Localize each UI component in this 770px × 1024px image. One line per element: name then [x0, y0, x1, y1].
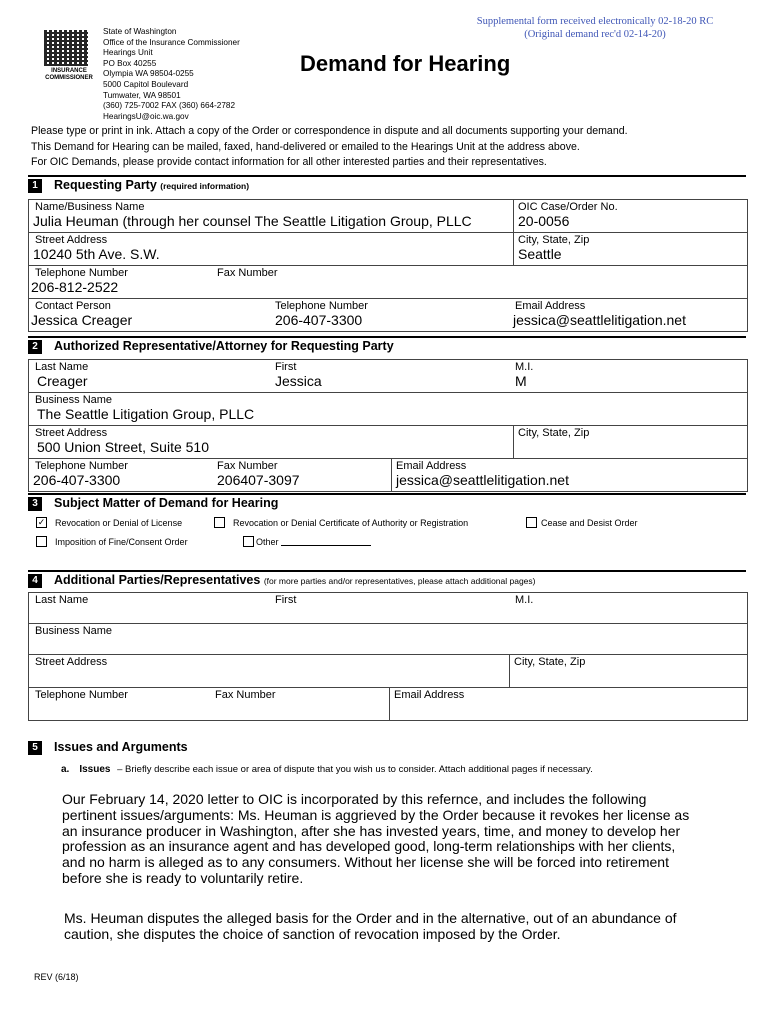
party-last-name-field[interactable]	[29, 593, 269, 623]
section-note: (required information)	[160, 181, 250, 191]
item-text: – Briefly describe each issue or area of dispute that you wish us to consider. Attach additional pages if necessary.	[117, 764, 593, 775]
field-label: Telephone Number	[35, 460, 128, 472]
received-stamp	[462, 15, 728, 41]
option-other[interactable]	[243, 536, 371, 547]
section-title: Subject Matter of Demand for Hearing	[54, 496, 279, 510]
logo-emblem-icon	[44, 30, 88, 66]
section-2-header	[28, 336, 746, 355]
party-city-field[interactable]	[509, 655, 747, 687]
option-label: Other	[256, 536, 279, 547]
field-value: jessica@seattlelitigation.net	[513, 312, 686, 328]
section-number: 5	[28, 741, 42, 755]
instruction-line: This Demand for Hearing can be mailed, faxed, hand-delivered or emailed to the Hearings Unit at the address above.	[31, 140, 580, 153]
oic-logo	[44, 30, 94, 88]
section-3-header	[28, 493, 746, 512]
field-value: Seattle	[518, 246, 562, 262]
field-label: Last Name	[35, 361, 89, 373]
agency-line: Hearings Unit	[103, 48, 153, 58]
other-blank-line[interactable]	[281, 537, 371, 546]
item-letter: a.	[61, 764, 70, 775]
field-label: Telephone Number	[275, 300, 368, 312]
option-label: Revocation or Denial of License	[55, 517, 183, 528]
field-label: First	[275, 594, 297, 606]
option-fine-consent[interactable]	[36, 536, 188, 547]
section-title-text: Requesting Party	[54, 178, 157, 192]
instruction-line: For OIC Demands, please provide contact information for all other interested parties and their representatives.	[31, 156, 547, 169]
field-label: Email Address	[396, 460, 467, 472]
option-certificate-revocation[interactable]	[214, 517, 468, 528]
field-label: M.I.	[515, 594, 534, 606]
section-number: 1	[28, 179, 42, 193]
field-value: 206-407-3300	[275, 312, 363, 328]
contact-phone-field[interactable]	[275, 299, 505, 331]
field-value: 10240 5th Ave. S.W.	[33, 246, 160, 262]
option-cease-desist[interactable]	[526, 517, 638, 528]
field-label: Business Name	[35, 394, 113, 406]
field-label: City, State, Zip	[518, 427, 590, 439]
field-label: City, State, Zip	[514, 656, 586, 668]
representative-form	[28, 359, 748, 492]
checkbox-icon[interactable]	[36, 536, 47, 547]
name-field[interactable]	[29, 200, 513, 232]
issues-paragraph-1[interactable]: Our February 14, 2020 letter to OIC is incorporated by this refernce, and includes the following pertinent issues/arguments: Ms. Heuman is aggrieved by the Order because it revokes her license as an insurance producer in Washington, after she has invested years, time, and money to develop her profession as an insurance agent and has developed good, long-term relationships with her clients, and no harm is alleged as to any consumers. Without her license she will be forced into retirement before she is ready to voluntarily retire.	[62, 791, 690, 886]
field-label: Contact Person	[35, 300, 111, 312]
logo-text: INSURANCE COMMISSIONER	[45, 68, 93, 81]
field-value: 206-812-2522	[31, 279, 119, 295]
stamp-line: Supplemental form received electronically 02-18-20 RC	[476, 16, 714, 27]
field-value: Creager	[37, 373, 88, 389]
section-number: 4	[28, 574, 42, 588]
party-business-field[interactable]	[29, 624, 747, 654]
agency-line: (360) 725-7002 FAX (360) 664-2782	[103, 101, 235, 111]
email-field[interactable]	[515, 299, 747, 331]
field-value: 500 Union Street, Suite 510	[37, 439, 210, 455]
field-value: Jessica	[275, 373, 322, 389]
field-value: Julia Heuman (through her counsel The Seattle Litigation Group, PLLC	[33, 213, 472, 229]
instruction-line: Please type or print in ink. Attach a copy of the Order or correspondence in dispute and all documents supporting your demand.	[31, 125, 628, 137]
option-label: Imposition of Fine/Consent Order	[55, 536, 188, 547]
agency-line: PO Box 40255	[103, 58, 157, 68]
agency-line: 5000 Capitol Boulevard	[103, 79, 189, 89]
field-label: First	[275, 361, 297, 373]
agency-line: Tumwater, WA 98501	[103, 90, 181, 100]
field-label: Name/Business Name	[35, 201, 145, 213]
agency-address	[103, 27, 240, 122]
field-value: 206-407-3300	[33, 472, 121, 488]
rep-city-field[interactable]	[513, 426, 747, 458]
field-value: jessica@seattlelitigation.net	[396, 472, 569, 488]
field-label: Telephone Number	[35, 267, 128, 279]
section-number: 2	[28, 340, 42, 354]
field-label: Fax Number	[217, 460, 278, 472]
section-title: Authorized Representative/Attorney for Requesting Party	[54, 339, 394, 353]
section-number: 3	[28, 497, 42, 511]
option-label: Cease and Desist Order	[541, 517, 638, 528]
party-street-field[interactable]	[29, 655, 509, 687]
checkbox-icon[interactable]	[214, 517, 225, 528]
rep-email-field[interactable]	[391, 459, 747, 491]
checkbox-icon[interactable]	[526, 517, 537, 528]
phone-field[interactable]	[29, 266, 209, 298]
field-label: Street Address	[35, 427, 108, 439]
field-label: Fax Number	[215, 689, 276, 701]
field-label: Email Address	[394, 689, 465, 701]
field-label: Street Address	[35, 656, 108, 668]
field-label: Telephone Number	[35, 689, 128, 701]
city-field[interactable]	[513, 233, 747, 265]
field-value: The Seattle Litigation Group, PLLC	[37, 406, 255, 422]
street-field[interactable]	[29, 233, 513, 265]
section-title-text: Additional Parties/Representatives	[54, 573, 261, 587]
stamp-line: (Original demand rec'd 02-14-20)	[524, 29, 666, 40]
rep-last-name-field[interactable]	[29, 360, 269, 392]
page-title: Demand for Hearing	[300, 51, 511, 76]
party-mi-field[interactable]	[515, 593, 747, 623]
field-value: 20-0056	[518, 213, 570, 229]
agency-line: HearingsU@oic.wa.gov	[103, 111, 189, 121]
checkbox-icon[interactable]: ✓	[37, 517, 46, 527]
option-license-revocation[interactable]	[36, 517, 182, 528]
agency-line: Olympia WA 98504-0255	[103, 69, 194, 79]
section-1-header	[28, 175, 746, 194]
additional-parties-form	[28, 592, 748, 721]
revision-label: REV (6/18)	[34, 972, 79, 982]
agency-line: State of Washington	[103, 27, 177, 36]
checkbox-icon[interactable]	[243, 536, 254, 547]
field-label: Business Name	[35, 625, 113, 637]
party-phone-field[interactable]	[29, 688, 209, 720]
rep-business-field[interactable]	[29, 393, 747, 425]
party-fax-field[interactable]	[215, 688, 385, 720]
agency-line: Office of the Insurance Commissioner	[103, 37, 240, 47]
section-note: (for more parties and/or representatives, please attach additional pages)	[263, 576, 536, 586]
field-label: Email Address	[515, 300, 586, 312]
section-4-header	[28, 570, 746, 589]
contact-person-field[interactable]	[29, 299, 269, 331]
field-label: OIC Case/Order No.	[518, 201, 618, 213]
issues-paragraph-2[interactable]: Ms. Heuman disputes the alleged basis for the Order and in the alternative, out of an abundance of caution, she disputes the choice of sanction of revocation imposed by the Order.	[64, 910, 677, 942]
rep-mi-field[interactable]	[515, 360, 747, 392]
field-value: Jessica Creager	[31, 312, 133, 328]
party-email-field[interactable]	[389, 688, 747, 720]
field-value: M	[515, 373, 527, 389]
section-title: Issues and Arguments	[54, 740, 188, 754]
field-label: Last Name	[35, 594, 89, 606]
rep-street-field[interactable]	[29, 426, 513, 458]
case-number-field[interactable]	[513, 200, 747, 232]
field-label: Street Address	[35, 234, 108, 246]
field-value: 206407-3097	[217, 472, 300, 488]
item-title: Issues	[79, 764, 111, 775]
field-label: City, State, Zip	[518, 234, 590, 246]
section-title	[54, 178, 249, 192]
requesting-party-form	[28, 199, 748, 332]
party-first-name-field[interactable]	[275, 593, 505, 623]
section-5-header	[28, 739, 746, 756]
field-label: M.I.	[515, 361, 534, 373]
field-label: Fax Number	[217, 267, 278, 279]
option-label: Revocation or Denial Certificate of Authority or Registration	[233, 517, 469, 528]
rep-fax-field[interactable]	[217, 459, 387, 491]
rep-phone-field[interactable]	[29, 459, 209, 491]
section-title	[54, 573, 536, 587]
fax-field[interactable]	[217, 266, 507, 298]
instructions	[31, 124, 628, 171]
rep-first-name-field[interactable]	[275, 360, 505, 392]
issues-instruction	[61, 764, 593, 775]
